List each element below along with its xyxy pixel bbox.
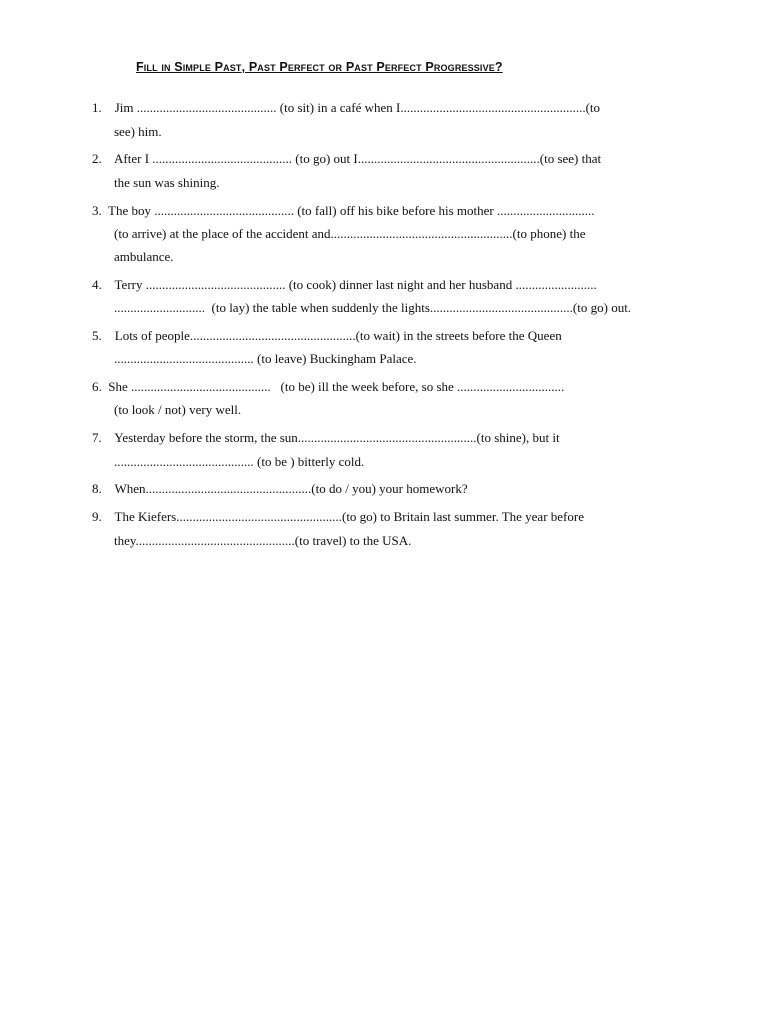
exercise-7-line-2: ........................................... (to be ) bitterly cold.	[114, 454, 365, 469]
exercise-7-line-1: 7. Yesterday before the storm, the sun.......................................................(to shine), but it	[92, 430, 560, 445]
exercise-6-line-2: (to look / not) very well.	[114, 402, 242, 417]
exercise-3-line-3: ambulance.	[114, 249, 174, 264]
exercise-4-line-1: 4. Terry ........................................... (to cook) dinner last night and her husband .........................	[92, 277, 597, 292]
exercise-4-line-2: ............................ (to lay) the table when suddenly the lights............................................(to go) out.	[114, 300, 632, 315]
worksheet-title: Fill in Simple Past, Past Perfect or Past Perfect Progressive?	[136, 60, 503, 74]
exercise-3-line-2: (to arrive) at the place of the accident and........................................................(to phone) the	[114, 226, 586, 241]
exercise-8-line-1: 8. When...................................................(to do / you) your homework?	[92, 481, 468, 496]
exercise-9-line-1: 9. The Kiefers...................................................(to go) to Britain last summer. The year before	[92, 509, 584, 524]
exercise-1-line-2: see) him.	[114, 124, 162, 139]
exercise-3-line-1: 3. The boy ........................................... (to fall) off his bike before his mother ..............................	[92, 203, 595, 218]
exercise-2-line-2: the sun was shining.	[114, 175, 220, 190]
exercise-1-line-1: 1. Jim ........................................... (to sit) in a café when I.........................................................(to	[92, 100, 601, 115]
exercise-6-line-1: 6. She ........................................... (to be) ill the week before, so she .................................	[92, 379, 565, 394]
exercise-5-line-1: 5. Lots of people...................................................(to wait) in the streets before the Queen	[92, 328, 562, 343]
exercise-9-line-2: they.................................................(to travel) to the USA.	[114, 533, 412, 548]
exercise-2-line-1: 2. After I ........................................... (to go) out I........................................................(to see) that	[92, 151, 602, 166]
exercise-5-line-2: ........................................... (to leave) Buckingham Palace.	[114, 351, 417, 366]
